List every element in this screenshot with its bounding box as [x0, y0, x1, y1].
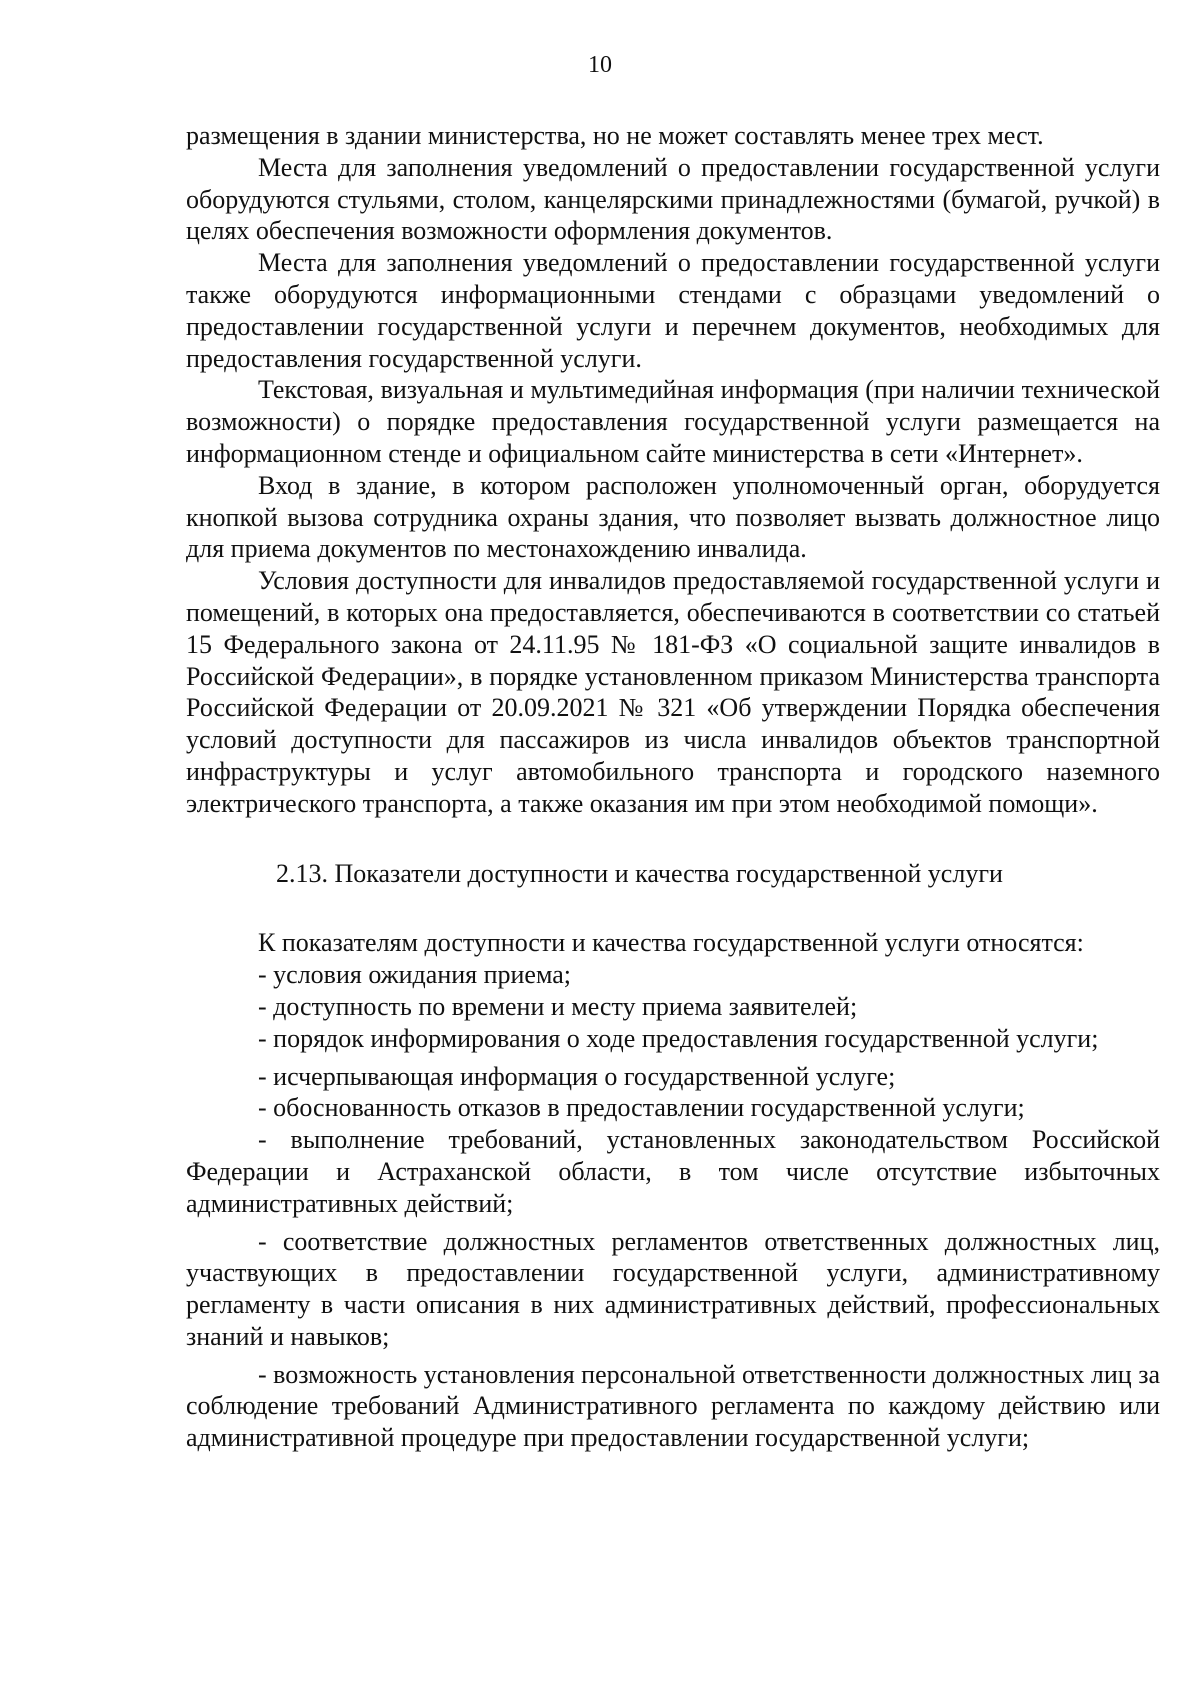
page-number: 10 [588, 52, 612, 78]
paragraph-continuation: размещения в здании министерства, но не может составлять менее трех мест. [186, 121, 1044, 150]
list-item: - выполнение требований, установленных законодательством Российской Федерации и Астраханской области, в том числе отсутствие избыточных административных действий; [186, 1125, 1160, 1218]
paragraph: Текстовая, визуальная и мультимедийная информация (при наличии технической возможности) о порядке предоставления государственной услуги размещается на информационном стенде и официальном сайте министерства в сети «Интернет». [186, 375, 1160, 468]
document-body [186, 120, 1160, 1454]
list-item: - доступность по времени и месту приема заявителей; [258, 991, 858, 1021]
list-item: - соответствие должностных регламентов ответственных должностных лиц, участвующих в предоставлении государственной услуги, административному регламенту в части описания в них административных действий, профессиональных знаний и навыков; [186, 1226, 1160, 1351]
paragraph: Условия доступности для инвалидов предоставляемой государственной услуги и помещений, в которых она предоставляется, обеспечиваются в соответствии со статьей 15 Федерального закона от 24.11.95 № 181-ФЗ «О социальной защите инвалидов в Российской Федерации», в порядке установленном приказом Министерства транспорта Российской Федерации от 20.09.2021 № 321 «Об утверждении Порядка обеспечения условий доступности для пассажиров из числа инвалидов объектов транспортной инфраструктуры и услуг автомобильного транспорта и городского наземного электрического транспорта, а также оказания им при этом необходимой помощи». [186, 566, 1160, 818]
list-item: - возможность установления персональной ответственности должностных лиц за соблюдение требований Административного регламента по каждому действию или административной процедуре при предоставлении государственной услуги; [186, 1359, 1161, 1453]
list-item: - условия ожидания приема; [258, 960, 572, 990]
list-item: - порядок информирования о ходе предоставления государственной услуги; [258, 1023, 1099, 1053]
paragraph: Места для заполнения уведомлений о предоставлении государственной услуги оборудуются стульями, столом, канцелярскими принадлежностями (бумагой, ручкой) в целях обеспечения возможности оформления документов. [186, 152, 1160, 246]
section-heading: 2.13. Показатели доступности и качества государственной услуги [276, 858, 1003, 888]
list-item: - обоснованность отказов в предоставлении государственной услуги; [258, 1093, 1025, 1123]
paragraph: Вход в здание, в котором расположен уполномоченный орган, оборудуется кнопкой вызова сотрудника охраны здания, что позволяет вызвать должностное лицо для приема документов по местонахождению инвалида. [186, 470, 1160, 564]
paragraph: Места для заполнения уведомлений о предоставлении государственной услуги также оборудуются информационными стендами с образцами уведомлений о предоставлении государственной услуги и перечнем документов, необходимых для предоставления государственной услуги. [186, 248, 1160, 373]
list-item: - исчерпывающая информация о государственной услуге; [258, 1061, 896, 1091]
list-intro: К показателям доступности и качества государственной услуги относятся: [258, 928, 1084, 958]
